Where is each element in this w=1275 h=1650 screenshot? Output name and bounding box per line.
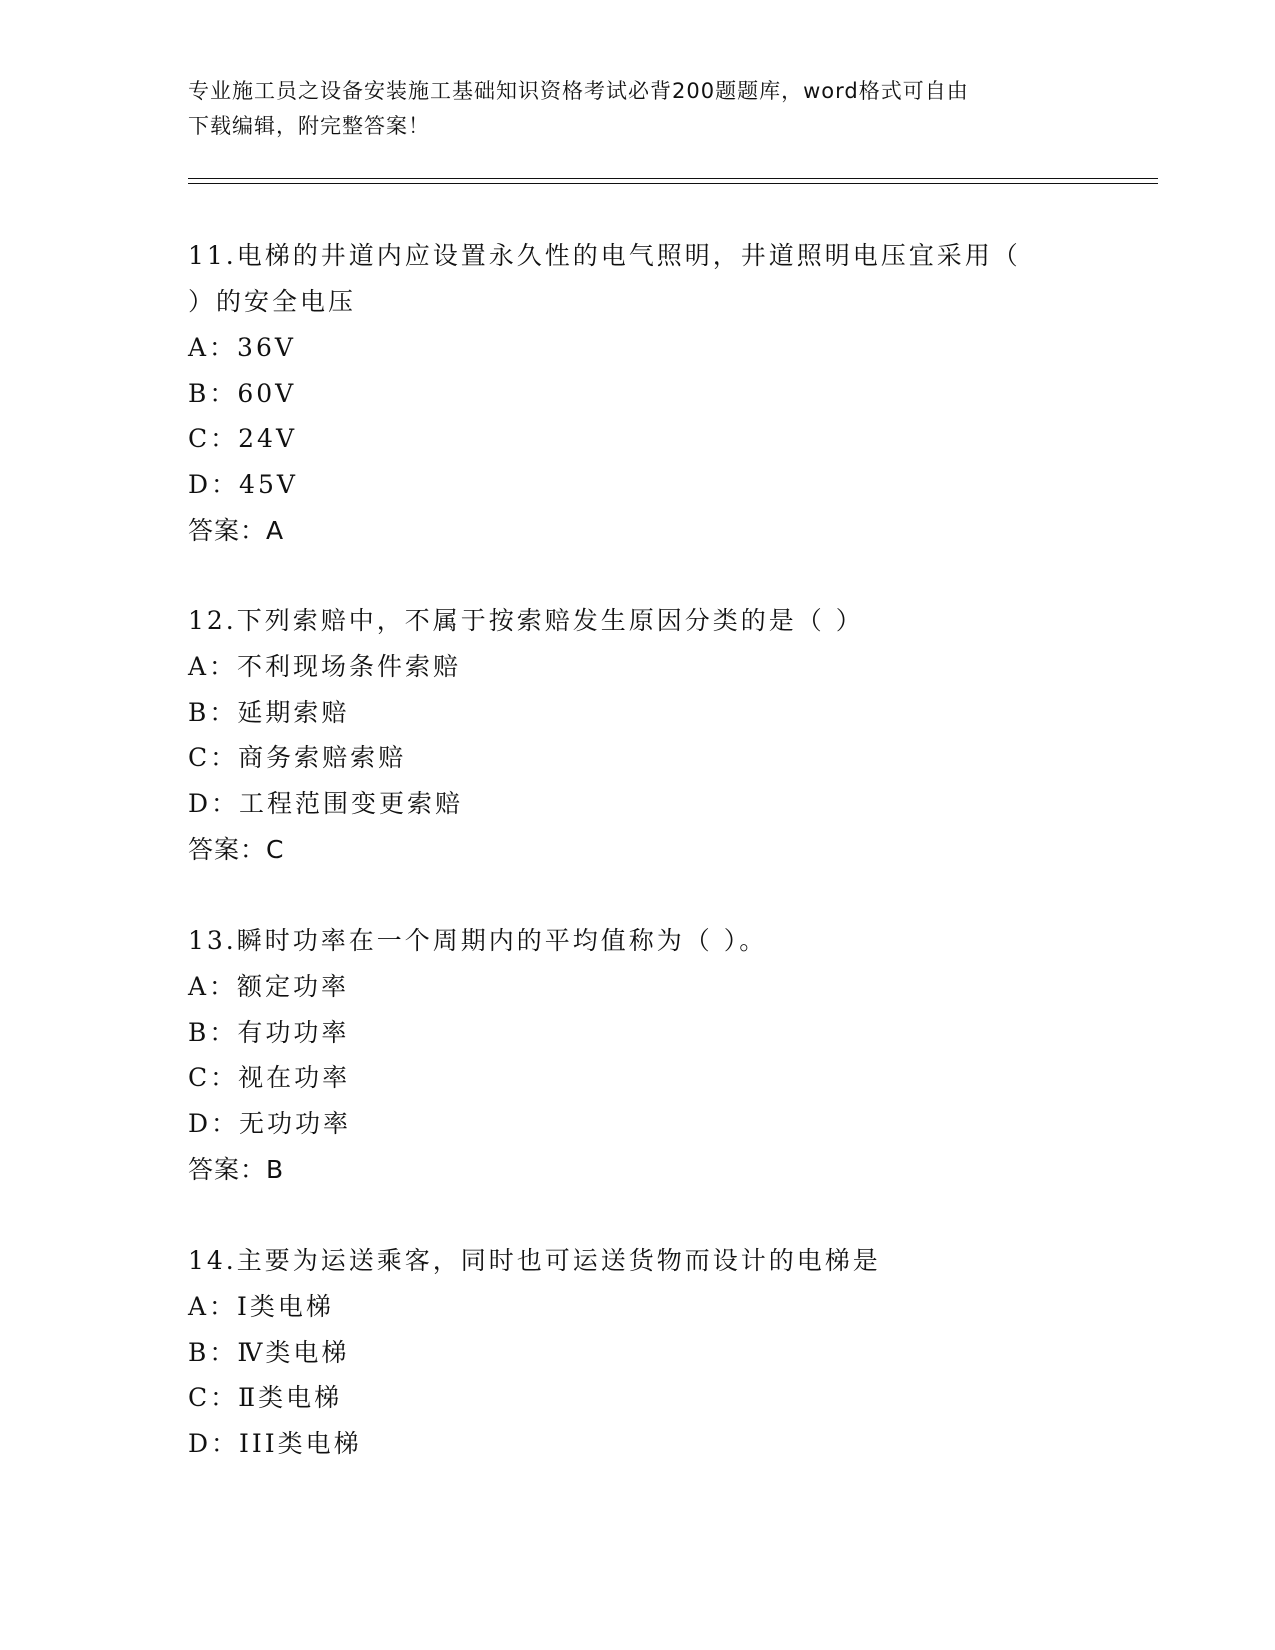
question-13 (188, 918, 1088, 1193)
option-d: D：无功功率 (188, 1109, 352, 1139)
option-c: C：Ⅱ类电梯 (188, 1383, 343, 1413)
answer: 答案：A (188, 515, 285, 545)
question-text: 13.瞬时功率在一个周期内的平均值称为（ ）。 (188, 926, 768, 955)
option-b: B：延期索赔 (188, 697, 350, 727)
question-text-continued: ）的安全电压 (188, 287, 357, 316)
header-divider-bottom (188, 183, 1158, 184)
header-line-2: 下载编辑，附完整答案！ (188, 114, 430, 138)
question-text: 14.主要为运送乘客，同时也可运送货物而设计的电梯是 (188, 1246, 881, 1275)
question-text: 11.电梯的井道内应设置永久性的电气照明，井道照明电压宜采用（ (188, 241, 1021, 270)
option-d: D：工程范围变更索赔 (188, 789, 464, 819)
question-14 (188, 1238, 1088, 1467)
option-a: A：不利现场条件索赔 (188, 652, 462, 681)
option-c: C：24V (188, 424, 297, 454)
option-a: A：I类电梯 (188, 1292, 334, 1321)
document-header (188, 74, 1088, 144)
question-text: 12.下列索赔中，不属于按索赔发生原因分类的是（ ） (188, 606, 864, 635)
question-11 (188, 233, 1088, 554)
answer: 答案：C (188, 834, 285, 864)
option-b: B：Ⅳ类电梯 (188, 1337, 350, 1367)
option-c: C：视在功率 (188, 1063, 351, 1093)
answer: 答案：B (188, 1154, 285, 1184)
option-a: A：额定功率 (188, 972, 350, 1001)
option-d: D：III类电梯 (188, 1429, 362, 1459)
question-12 (188, 598, 1088, 873)
option-b: B：60V (188, 378, 297, 408)
header-divider-top (188, 178, 1158, 179)
header-line-1: 专业施工员之设备安装施工基础知识资格考试必背200题题库，word格式可自由 (188, 79, 969, 103)
option-d: D：45V (188, 470, 298, 500)
option-c: C：商务索赔索赔 (188, 743, 407, 773)
option-a: A：36V (188, 333, 296, 362)
option-b: B：有功功率 (188, 1017, 350, 1047)
